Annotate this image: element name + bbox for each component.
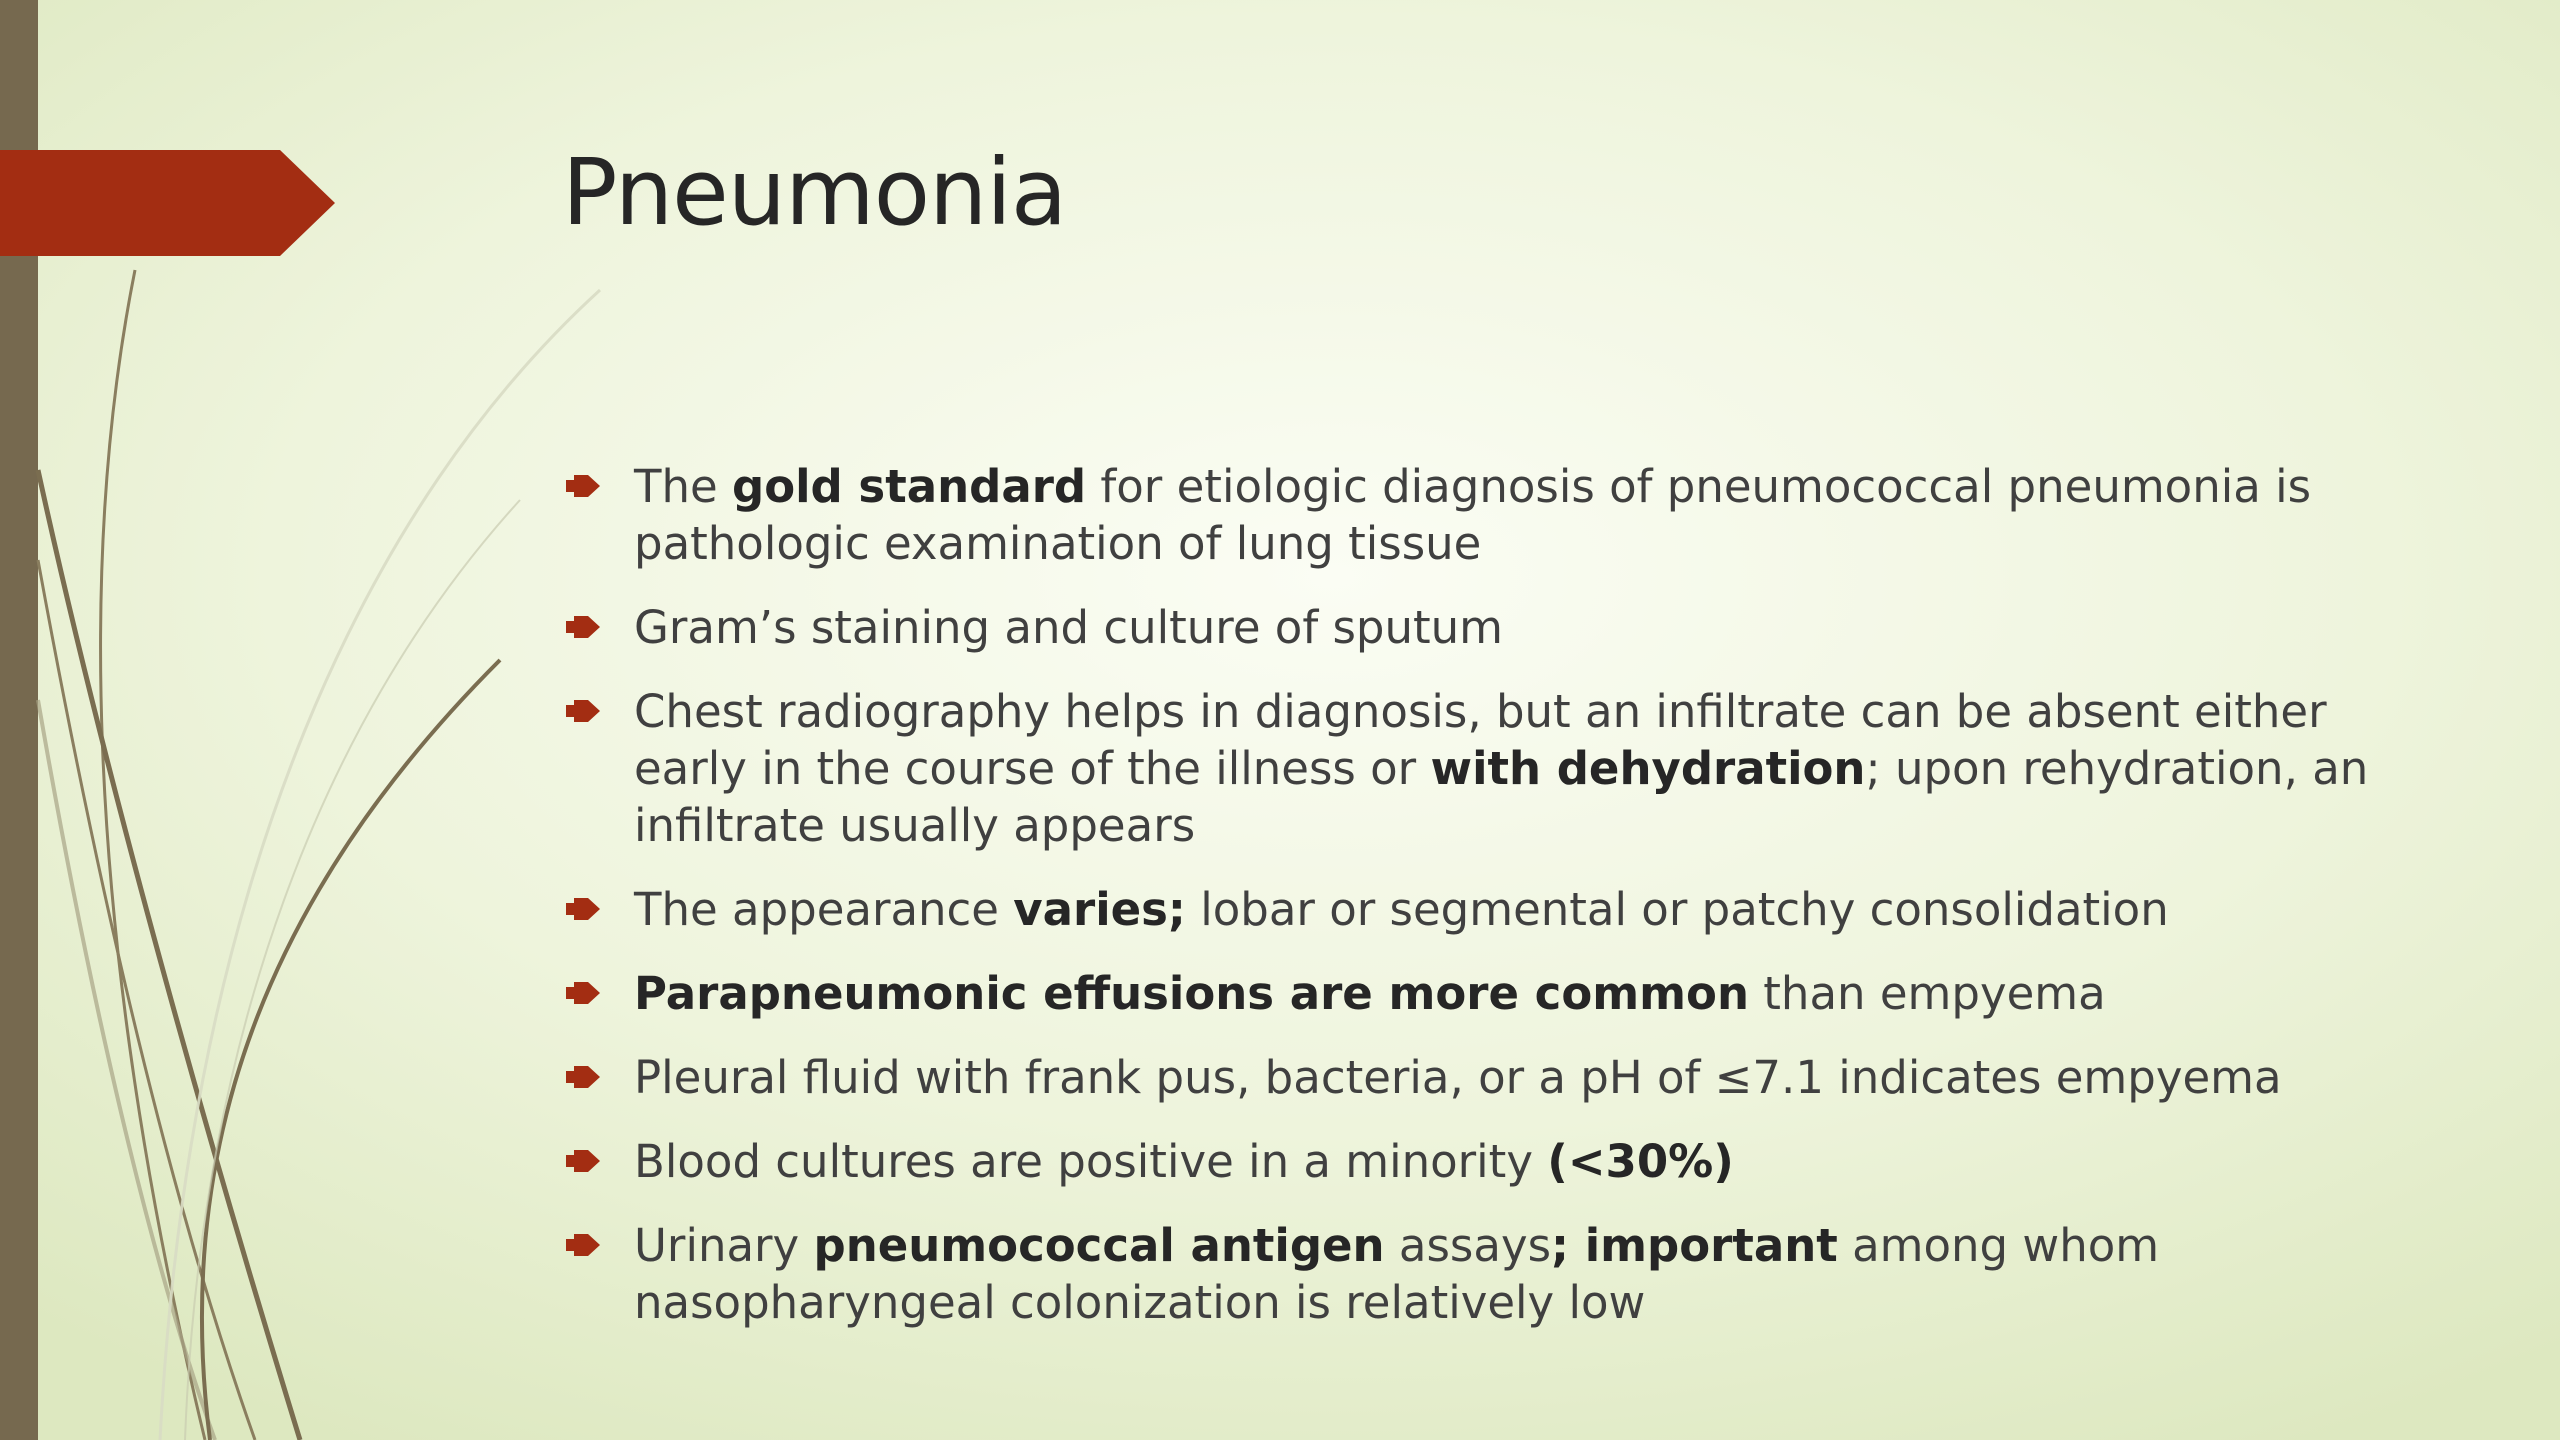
bullet-text: The appearance <box>634 883 1014 936</box>
bullet-item <box>562 881 2442 938</box>
right-arrow-icon <box>566 1150 600 1172</box>
bullet-text: ; upon rehydration, an infiltrate usually appears <box>634 742 2369 852</box>
bullet-item <box>562 458 2442 572</box>
slide-title: Pneumonia <box>562 139 1067 246</box>
right-arrow-icon <box>566 700 600 722</box>
right-arrow-icon <box>566 1234 600 1256</box>
bullet-bold-text: pneumococcal antigen <box>813 1219 1385 1272</box>
bullet-text: Blood cultures are positive in a minority <box>634 1135 1548 1188</box>
bullet-item <box>562 1133 2442 1190</box>
bullet-item <box>562 599 2442 656</box>
bullet-text: Chest radiography helps in diagnosis, but an infiltrate can be absent either early in the course of the illness or <box>634 685 2327 795</box>
bullet-bold-text: (<30%) <box>1547 1135 1734 1188</box>
bullet-text: than empyema <box>1748 967 2106 1020</box>
bullet-text: Urinary <box>634 1219 814 1272</box>
right-arrow-icon <box>566 1066 600 1088</box>
right-arrow-icon <box>566 616 600 638</box>
bullet-item <box>562 1217 2442 1331</box>
title-accent-tab <box>0 0 340 260</box>
bullet-bold-text: varies; <box>1013 883 1186 936</box>
bullet-item <box>562 965 2442 1022</box>
bullet-bold-text: with dehydration <box>1430 742 1866 795</box>
right-arrow-icon <box>566 982 600 1004</box>
bullet-bold-text: ; important <box>1551 1219 1838 1272</box>
bullet-text: assays <box>1384 1219 1552 1272</box>
right-arrow-icon <box>566 475 600 497</box>
bullet-text: for etiologic diagnosis of pneumococcal pneumonia is pathologic examination of lung tissue <box>634 460 2312 570</box>
bullet-text: Gram’s staining and culture of sputum <box>634 601 1504 654</box>
bullet-text: The <box>634 460 732 513</box>
bullet-list <box>562 458 2442 1358</box>
bullet-bold-text: Parapneumonic effusions are more common <box>634 967 1749 1020</box>
bullet-item <box>562 1049 2442 1106</box>
bullet-item <box>562 683 2442 854</box>
bullet-text: among whom nasopharyngeal colonization is relatively low <box>634 1219 2160 1329</box>
bullet-text: lobar or segmental or patchy consolidation <box>1185 883 2169 936</box>
bullet-bold-text: gold standard <box>732 460 1087 513</box>
bullet-text: Pleural fluid with frank pus, bacteria, or a pH of ≤7.1 indicates empyema <box>634 1051 2282 1104</box>
right-arrow-icon <box>566 898 600 920</box>
